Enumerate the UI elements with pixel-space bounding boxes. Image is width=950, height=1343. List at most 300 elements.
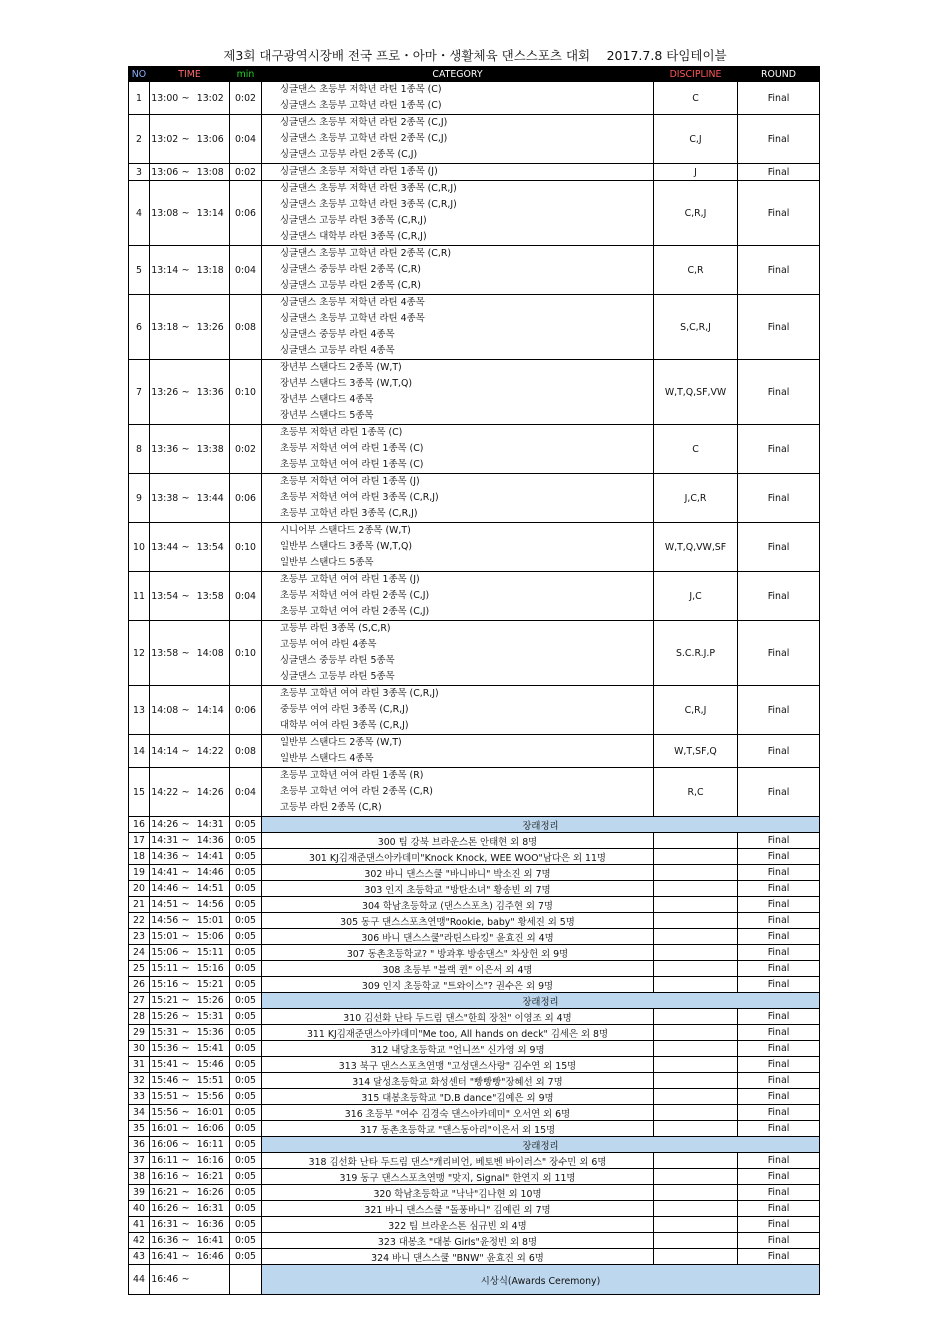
end-time: 13:14 [192,181,230,246]
duration: 0:05 [230,1233,262,1249]
page-title: 제3회 대구광역시장배 전국 프로・아마・생활체육 댄스스포츠 대회 2017.7.8 타임테이블 [223,48,727,63]
start-time: 14:56 [150,913,180,929]
end-time: 14:08 [192,621,230,686]
end-time: 15:51 [192,1073,230,1089]
performance-entry: 324 바니 댄스스쿨 "BNW" 윤효진 외 6명 [262,1249,654,1265]
end-time: 14:31 [192,817,230,833]
row-number: 23 [129,929,150,945]
duration: 0:05 [230,817,262,833]
row-number: 36 [129,1137,150,1153]
row-number: 2 [129,115,150,164]
row-number: 20 [129,881,150,897]
end-time: 14:36 [192,833,230,849]
category-line: 초등부 저학년 여여 라틴 1종목 (J) [280,476,420,487]
category-line: 싱글댄스 고등부 라틴 3종목 (C,R,J) [280,215,427,226]
end-time: 15:31 [192,1009,230,1025]
round: Final [738,686,820,735]
row-number: 16 [129,817,150,833]
round: Final [738,913,820,929]
end-time: 13:58 [192,572,230,621]
category-cell [262,425,654,474]
header-no: NO [129,67,150,82]
round: Final [738,881,820,897]
discipline [654,1089,738,1105]
duration: 0:05 [230,1201,262,1217]
duration: 0:05 [230,1249,262,1265]
event-row [129,686,820,735]
discipline [654,961,738,977]
category-line: 싱글댄스 중등부 라틴 4종목 [280,329,395,340]
start-time: 13:58 [150,621,180,686]
time-separator: ~ [180,833,192,849]
row-number: 40 [129,1201,150,1217]
time-separator: ~ [180,1201,192,1217]
category-line: 장년부 스탠다드 2종목 (W,T) [280,362,402,373]
event-row [129,523,820,572]
time-separator: ~ [180,686,192,735]
end-time: 15:01 [192,913,230,929]
category-cell [262,686,654,735]
event-row [129,425,820,474]
row-number: 29 [129,1025,150,1041]
time-separator: ~ [180,474,192,523]
category-line: 고등부 라틴 3종목 (S,C,R) [280,623,391,634]
performance-row [129,929,820,945]
category-line: 초등부 고학년 여여 라틴 1종목 (C) [280,459,424,470]
performance-row [129,1025,820,1041]
row-number: 31 [129,1057,150,1073]
start-time: 15:46 [150,1073,180,1089]
time-separator: ~ [180,1169,192,1185]
discipline [654,833,738,849]
duration: 0:06 [230,181,262,246]
performance-entry: 306 바니 댄스스쿨"라틴스타킹" 윤효진 외 4명 [262,929,654,945]
row-number: 15 [129,768,150,817]
time-separator: ~ [180,246,192,295]
time-separator: ~ [180,993,192,1009]
performance-entry: 305 동구 댄스스포츠연맹"Rookie, baby" 황세진 외 5명 [262,913,654,929]
row-number: 18 [129,849,150,865]
row-number: 1 [129,82,150,115]
category-line: 싱글댄스 초등부 저학년 라틴 1종목 (J) [280,166,438,177]
event-row [129,295,820,360]
round: Final [738,523,820,572]
discipline [654,1121,738,1137]
time-separator: ~ [180,1073,192,1089]
start-time: 15:16 [150,977,180,993]
time-separator: ~ [180,1249,192,1265]
category-cell [262,246,654,295]
start-time: 15:56 [150,1105,180,1121]
time-separator: ~ [180,1265,192,1295]
duration: 0:05 [230,1137,262,1153]
end-time: 15:46 [192,1057,230,1073]
category-line: 일반부 스탠다드 3종목 (W,T,Q) [280,541,413,552]
duration: 0:05 [230,833,262,849]
discipline: C,R [654,246,738,295]
round: Final [738,1121,820,1137]
performance-row [129,961,820,977]
time-separator: ~ [180,1089,192,1105]
discipline [654,1041,738,1057]
start-time: 13:18 [150,295,180,360]
performance-row [129,1041,820,1057]
round: Final [738,1105,820,1121]
row-number: 44 [129,1265,150,1295]
start-time: 13:14 [150,246,180,295]
performance-entry: 300 팀 강북 브라운스톤 안태현 외 8명 [262,833,654,849]
row-number: 19 [129,865,150,881]
time-separator: ~ [180,1009,192,1025]
time-separator: ~ [180,425,192,474]
time-separator: ~ [180,621,192,686]
row-number: 17 [129,833,150,849]
event-row [129,360,820,425]
start-time: 16:11 [150,1153,180,1169]
break-row [129,993,820,1009]
round: Final [738,1169,820,1185]
end-time: 15:41 [192,1041,230,1057]
duration: 0:10 [230,360,262,425]
discipline: C,J [654,115,738,164]
category-line: 싱글댄스 초등부 고학년 라틴 3종목 (C,R,J) [280,199,457,210]
round: Final [738,1089,820,1105]
category-line: 싱글댄스 중등부 라틴 5종목 [280,655,395,666]
row-number: 11 [129,572,150,621]
end-time: 15:16 [192,961,230,977]
row-number: 7 [129,360,150,425]
category-line: 대학부 여여 라틴 3종목 (C,R,J) [280,720,409,731]
category-cell [262,164,654,181]
discipline: S,C,R,J [654,295,738,360]
category-line: 싱글댄스 고등부 라틴 5종목 [280,671,395,682]
round: Final [738,1009,820,1025]
start-time: 15:31 [150,1025,180,1041]
end-time: 14:46 [192,865,230,881]
category-cell [262,181,654,246]
discipline: W,T,Q,VW,SF [654,523,738,572]
duration: 0:04 [230,246,262,295]
category-line: 장년부 스탠다드 5종목 [280,410,374,421]
discipline: J,C,R [654,474,738,523]
duration: 0:05 [230,977,262,993]
event-row [129,621,820,686]
time-separator: ~ [180,945,192,961]
header-discipline: DISCIPLINE [654,67,738,82]
round: Final [738,1073,820,1089]
performance-row [129,1185,820,1201]
end-time: 16:21 [192,1169,230,1185]
start-time: 14:08 [150,686,180,735]
end-time: 16:11 [192,1137,230,1153]
round: Final [738,1041,820,1057]
performance-row [129,1089,820,1105]
end-time: 16:41 [192,1233,230,1249]
duration: 0:08 [230,295,262,360]
row-number: 37 [129,1153,150,1169]
duration: 0:05 [230,1121,262,1137]
discipline [654,1153,738,1169]
round: Final [738,865,820,881]
duration: 0:05 [230,1217,262,1233]
category-line: 싱글댄스 초등부 고학년 라틴 2종목 (C,R) [280,248,452,259]
end-time: 15:21 [192,977,230,993]
end-time: 13:06 [192,115,230,164]
duration: 0:05 [230,1089,262,1105]
row-number: 6 [129,295,150,360]
row-number: 32 [129,1073,150,1089]
event-row [129,164,820,181]
performance-entry: 319 동구 댄스스포츠연맹 "맞지, Signal" 한연지 외 11명 [262,1169,654,1185]
round: Final [738,929,820,945]
event-row [129,474,820,523]
row-number: 42 [129,1233,150,1249]
row-number: 22 [129,913,150,929]
start-time: 14:31 [150,833,180,849]
duration: 0:05 [230,1041,262,1057]
time-separator: ~ [180,295,192,360]
category-line: 장년부 스탠다드 4종목 [280,394,374,405]
time-separator: ~ [180,849,192,865]
end-time: 14:51 [192,881,230,897]
category-cell [262,621,654,686]
duration: 0:04 [230,768,262,817]
round: Final [738,1233,820,1249]
category-line: 고등부 라틴 2종목 (C,R) [280,802,382,813]
end-time: 16:31 [192,1201,230,1217]
discipline: W,T,SF,Q [654,735,738,768]
start-time: 14:41 [150,865,180,881]
start-time: 13:26 [150,360,180,425]
ceremony-label: 시상식(Awards Ceremony) [262,1265,820,1295]
time-separator: ~ [180,1121,192,1137]
round: Final [738,82,820,115]
break-row [129,817,820,833]
start-time: 14:46 [150,881,180,897]
category-cell [262,768,654,817]
category-line: 초등부 저학년 라틴 1종목 (C) [280,427,403,438]
performance-entry: 311 KJ김재준댄스아카데미"Me too, All hands on deck" 김세은 외 8명 [262,1025,654,1041]
row-number: 5 [129,246,150,295]
time-separator: ~ [180,1137,192,1153]
start-time: 16:36 [150,1233,180,1249]
round: Final [738,735,820,768]
start-time: 13:08 [150,181,180,246]
category-line: 고등부 여여 라틴 4종목 [280,639,377,650]
discipline [654,1185,738,1201]
duration: 0:05 [230,1025,262,1041]
duration: 0:05 [230,1057,262,1073]
break-label: 장래정리 [262,817,820,833]
discipline [654,977,738,993]
time-separator: ~ [180,572,192,621]
time-separator: ~ [180,1105,192,1121]
performance-entry: 321 바니 댄스스쿨 "돌풍바니" 김예린 외 7명 [262,1201,654,1217]
event-row [129,82,820,115]
end-time: 14:56 [192,897,230,913]
end-time: 14:22 [192,735,230,768]
discipline: C,R,J [654,181,738,246]
row-number: 33 [129,1089,150,1105]
discipline: C,R,J [654,686,738,735]
time-separator: ~ [180,768,192,817]
start-time: 13:00 [150,82,180,115]
duration: 0:05 [230,993,262,1009]
category-cell [262,735,654,768]
duration: 0:05 [230,881,262,897]
start-time: 13:38 [150,474,180,523]
category-cell [262,474,654,523]
time-separator: ~ [180,1057,192,1073]
round: Final [738,164,820,181]
time-separator: ~ [180,961,192,977]
discipline [654,865,738,881]
performance-entry: 303 인지 초등학교 "방탄소녀" 황송빈 외 7명 [262,881,654,897]
performance-entry: 308 초등부 "블랙 퀸" 이은서 외 4명 [262,961,654,977]
category-line: 싱글댄스 초등부 저학년 라틴 3종목 (C,R,J) [280,183,457,194]
performance-entry: 312 내당초등학교 "언니쓰" 신가영 외 9명 [262,1041,654,1057]
row-number: 34 [129,1105,150,1121]
time-separator: ~ [180,523,192,572]
round: Final [738,897,820,913]
category-line: 일반부 스탠다드 5종목 [280,557,374,568]
duration: 0:10 [230,621,262,686]
category-line: 싱글댄스 고등부 라틴 2종목 (C,J) [280,149,418,160]
category-line: 초등부 저학년 여여 라틴 3종목 (C,R,J) [280,492,439,503]
duration: 0:05 [230,1185,262,1201]
discipline [654,1249,738,1265]
performance-entry: 314 달성초등학교 화성센터 "빵빵빵"장혜선 외 7명 [262,1073,654,1089]
end-time: 15:26 [192,993,230,1009]
performance-entry: 310 김선화 난타 두드림 댄스"한희 장천" 이영조 외 4명 [262,1009,654,1025]
category-line: 싱글댄스 고등부 라틴 2종목 (C,R) [280,280,421,291]
end-time: 13:18 [192,246,230,295]
start-time: 16:41 [150,1249,180,1265]
row-number: 28 [129,1009,150,1025]
time-separator: ~ [180,1041,192,1057]
end-time: 13:08 [192,164,230,181]
category-line: 일반부 스탠다드 2종목 (W,T) [280,737,402,748]
performance-row [129,945,820,961]
event-row [129,181,820,246]
round: Final [738,1217,820,1233]
end-time: 16:01 [192,1105,230,1121]
duration: 0:05 [230,1009,262,1025]
category-line: 싱글댄스 초등부 저학년 라틴 2종목 (C,J) [280,117,448,128]
performance-row [129,1249,820,1265]
discipline [654,1073,738,1089]
performance-row [129,1217,820,1233]
performance-entry: 313 북구 댄스스포츠연맹 "고성댄스사랑" 김수연 외 15명 [262,1057,654,1073]
time-separator: ~ [180,865,192,881]
discipline [654,945,738,961]
round: Final [738,360,820,425]
duration: 0:05 [230,945,262,961]
row-number: 21 [129,897,150,913]
end-time: 13:36 [192,360,230,425]
category-cell [262,295,654,360]
performance-row [129,1009,820,1025]
category-line: 싱글댄스 초등부 고학년 라틴 4종목 [280,313,425,324]
end-time: 13:44 [192,474,230,523]
time-separator: ~ [180,181,192,246]
row-number: 12 [129,621,150,686]
time-separator: ~ [180,913,192,929]
discipline [654,1201,738,1217]
performance-entry: 320 학남초등학교 "낙낙"김나현 외 10명 [262,1185,654,1201]
duration: 0:10 [230,523,262,572]
category-line: 초등부 고학년 여여 라틴 1종목 (R) [280,770,424,781]
performance-entry: 318 김선화 난타 두드림 댄스"캐리비언, 베토벤 바이러스" 장수민 외 6명 [262,1153,654,1169]
duration: 0:05 [230,1105,262,1121]
performance-entry: 315 대봉초등학교 "D.B dance"김예은 외 9명 [262,1089,654,1105]
start-time: 15:41 [150,1057,180,1073]
performance-entry: 322 팀 브라운스톤 심규빈 외 4명 [262,1217,654,1233]
start-time: 15:26 [150,1009,180,1025]
discipline: S.C.R.J.P [654,621,738,686]
performance-row [129,1201,820,1217]
performance-entry: 317 동촌초등학교 "댄스동아리"이은서 외 15명 [262,1121,654,1137]
category-line: 초등부 저학년 여여 라틴 2종목 (C,J) [280,590,430,601]
duration: 0:05 [230,1153,262,1169]
duration: 0:04 [230,115,262,164]
end-time: 16:36 [192,1217,230,1233]
round: Final [738,833,820,849]
row-number: 43 [129,1249,150,1265]
category-line: 초등부 고학년 라틴 3종목 (C,R,J) [280,508,418,519]
discipline [654,1057,738,1073]
start-time: 14:51 [150,897,180,913]
duration: 0:02 [230,164,262,181]
start-time: 16:16 [150,1169,180,1185]
discipline [654,1217,738,1233]
category-line: 일반부 스탠다드 4종목 [280,753,374,764]
duration: 0:05 [230,929,262,945]
start-time: 16:01 [150,1121,180,1137]
performance-row [129,1169,820,1185]
row-number: 4 [129,181,150,246]
end-time: 13:02 [192,82,230,115]
discipline [654,849,738,865]
round: Final [738,115,820,164]
round: Final [738,977,820,993]
duration: 0:06 [230,686,262,735]
end-time: 15:11 [192,945,230,961]
discipline [654,1009,738,1025]
category-line: 중등부 여여 라틴 3종목 (C,R,J) [280,704,409,715]
duration: 0:02 [230,82,262,115]
performance-entry: 316 초등부 "여수 김경숙 댄스아카데미" 오서연 외 6명 [262,1105,654,1121]
end-time: 14:14 [192,686,230,735]
round: Final [738,1249,820,1265]
performance-row [129,849,820,865]
start-time: 15:36 [150,1041,180,1057]
category-line: 장년부 스탠다드 3종목 (W,T,Q) [280,378,413,389]
duration: 0:05 [230,865,262,881]
end-time: 14:41 [192,849,230,865]
performance-entry: 323 대봉초 "대봉 Girls"윤정빈 외 8명 [262,1233,654,1249]
performance-row [129,833,820,849]
category-cell [262,360,654,425]
event-row [129,115,820,164]
duration: 0:05 [230,961,262,977]
time-separator: ~ [180,1217,192,1233]
category-line: 싱글댄스 초등부 저학년 라틴 4종목 [280,297,425,308]
performance-row [129,913,820,929]
performance-row [129,897,820,913]
performance-row [129,1057,820,1073]
performance-entry: 309 인지 초등학교 "트와이스"? 권수은 외 9명 [262,977,654,993]
